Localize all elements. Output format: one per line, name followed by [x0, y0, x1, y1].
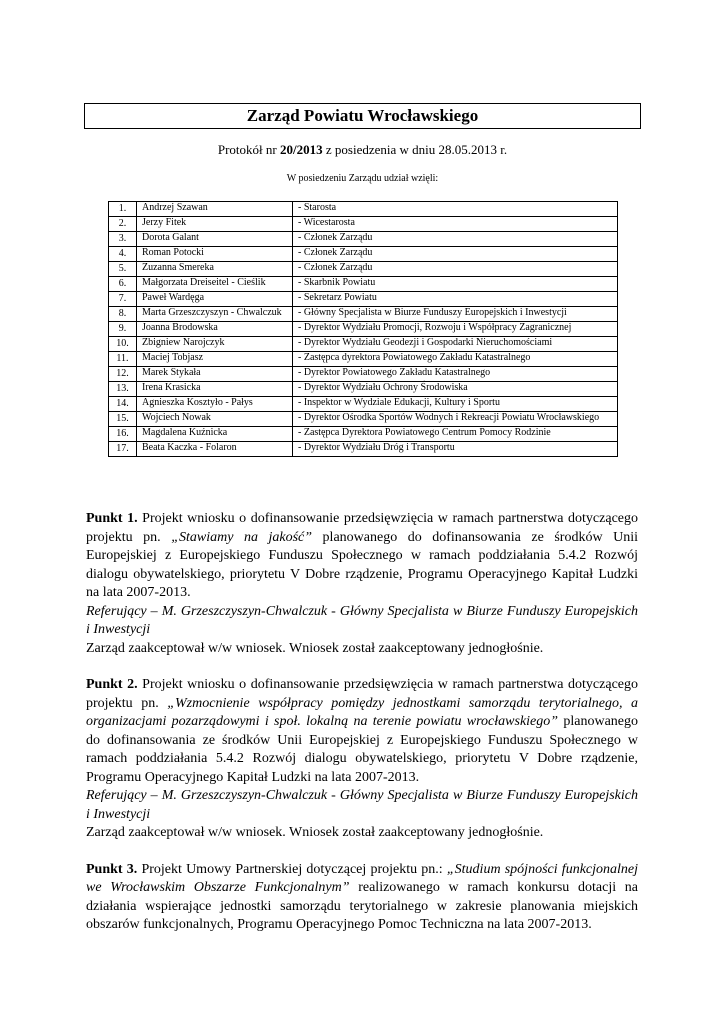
row-number: 16.: [109, 427, 137, 442]
project-name: „Stawiamy na jakość”: [171, 529, 313, 545]
member-role: - Sekretarz Powiatu: [293, 292, 618, 307]
protocol-line: [0, 142, 725, 158]
protocol-suffix: z posiedzenia w dniu 28.05.2013 r.: [322, 142, 508, 157]
document-title: Zarząd Powiatu Wrocławskiego: [84, 103, 641, 129]
member-name: Agnieszka Kosztyło - Pałys: [137, 397, 293, 412]
agenda-point-2: [86, 676, 638, 843]
member-role: - Członek Zarządu: [293, 262, 618, 277]
point-label: Punkt 3.: [86, 861, 138, 877]
project-name: „Wzmocnienie współpracy pomiędzy jednostkami samorządu terytorialnego, a organizacjami pozarządowymi i społ. lokalną na terenie powiatu wrocławskiego”: [86, 695, 639, 729]
member-name: Marta Grzeszczyszyn - Chwalczuk: [137, 307, 293, 322]
row-number: 9.: [109, 322, 137, 337]
protocol-prefix: Protokół nr: [217, 142, 280, 157]
member-name: Magdalena Kuźnicka: [137, 427, 293, 442]
point-referent: Referujący – M. Grzeszczyszyn-Chwalczuk - Główny Specjalista w Biurze Funduszy Europejskich i Inwestycji: [86, 603, 638, 637]
member-role: - Dyrektor Wydziału Geodezji i Gospodarki Nieruchomościami: [293, 337, 618, 352]
table-row: [109, 217, 618, 232]
member-role: - Wicestarosta: [293, 217, 618, 232]
point-label: Punkt 1.: [86, 511, 138, 526]
point-text-continued: realizowanego w ramach konkursu dotacji na działania wspierające jednostki samorządu terytorialnego w zakresie planowania miejskich obszarów funkcjonalnych, Programu Operacyjnego Pomoc Techniczna na lata 2007-2013.: [86, 880, 638, 932]
member-name: Jerzy Fitek: [137, 217, 293, 232]
member-name: Małgorzata Dreiseitel - Cieślik: [137, 277, 293, 292]
row-number: 14.: [109, 397, 137, 412]
table-row: [109, 427, 618, 442]
member-role: - Dyrektor Wydziału Dróg i Transportu: [293, 442, 618, 457]
table-row: [109, 397, 618, 412]
agenda-point-3: [86, 861, 638, 935]
row-number: 1.: [109, 202, 137, 217]
attendance-table: [108, 201, 618, 457]
point-decision: Zarząd zaakceptował w/w wniosek. Wniosek został zaakceptowany jednogłośnie.: [86, 825, 544, 840]
point-text: Projekt Umowy Partnerskiej dotyczącej projektu pn.:: [137, 861, 447, 877]
row-number: 10.: [109, 337, 137, 352]
agenda-content: [86, 510, 638, 953]
row-number: 17.: [109, 442, 137, 457]
table-row: [109, 382, 618, 397]
row-number: 4.: [109, 247, 137, 262]
member-name: Paweł Wardęga: [137, 292, 293, 307]
project-name: „Studium spójności funkcjonalnej we Wrocławskim Obszarze Funkcjonalnym”: [86, 861, 639, 895]
point-text: Projekt wniosku o dofinansowanie przedsięwzięcia w ramach partnerstwa dotyczącego projektu pn.: [86, 677, 639, 711]
table-row: [109, 292, 618, 307]
table-row: [109, 232, 618, 247]
point-text-continued: planowanego do dofinansowania ze środków Unii Europejskiej z Europejskiego Funduszu Społecznego w ramach poddziałania 5.4.2 Rozwój dialogu obywatelskiego, priorytetu V Dobre rządzenie, Programu Operacyjnego Kapitał Ludzki na lata 2007-2013.: [86, 529, 638, 600]
row-number: 5.: [109, 262, 137, 277]
row-number: 6.: [109, 277, 137, 292]
point-text-continued: planowanego do dofinansowania ze środków Unii Europejskiej z Europejskiego Funduszu Społecznego w ramach poddziałania 5.4.2 Rozwój dialogu obywatelskiego, priorytetu V Dobre rządzenie, Programu Operacyjnego Kapitał Ludzki na lata 2007-2013.: [86, 714, 638, 785]
table-row: [109, 202, 618, 217]
member-role: - Zastępca Dyrektora Powiatowego Centrum Pomocy Rodzinie: [293, 427, 618, 442]
table-row: [109, 277, 618, 292]
member-name: Joanna Brodowska: [137, 322, 293, 337]
point-decision: Zarząd zaakceptował w/w wniosek. Wniosek został zaakceptowany jednogłośnie.: [86, 640, 544, 656]
agenda-point-1: [86, 510, 638, 658]
row-number: 3.: [109, 232, 137, 247]
member-role: - Dyrektor Wydziału Promocji, Rozwoju i Współpracy Zagranicznej: [293, 322, 618, 337]
table-row: [109, 442, 618, 457]
member-name: Zbigniew Narojczyk: [137, 337, 293, 352]
member-role: - Dyrektor Wydziału Ochrony Środowiska: [293, 382, 618, 397]
row-number: 11.: [109, 352, 137, 367]
member-name: Zuzanna Smereka: [137, 262, 293, 277]
table-row: [109, 262, 618, 277]
row-number: 13.: [109, 382, 137, 397]
member-role: - Główny Specjalista w Biurze Funduszy Europejskich i Inwestycji: [293, 307, 618, 322]
row-number: 15.: [109, 412, 137, 427]
row-number: 12.: [109, 367, 137, 382]
table-row: [109, 322, 618, 337]
member-role: - Dyrektor Ośrodka Sportów Wodnych i Rekreacji Powiatu Wrocławskiego: [293, 412, 618, 427]
protocol-number: 20/2013: [280, 142, 323, 157]
row-number: 8.: [109, 307, 137, 322]
table-row: [109, 247, 618, 262]
point-referent: Referujący – M. Grzeszczyszyn-Chwalczuk - Główny Specjalista w Biurze Funduszy Europejskich i Inwestycji: [86, 788, 638, 822]
row-number: 2.: [109, 217, 137, 232]
table-row: [109, 412, 618, 427]
row-number: 7.: [109, 292, 137, 307]
table-row: [109, 352, 618, 367]
member-name: Marek Stykała: [137, 367, 293, 382]
member-name: Andrzej Szawan: [137, 202, 293, 217]
table-row: [109, 307, 618, 322]
member-role: - Członek Zarządu: [293, 247, 618, 262]
member-name: Wojciech Nowak: [137, 412, 293, 427]
member-name: Irena Krasicka: [137, 382, 293, 397]
attendance-intro: W posiedzeniu Zarządu udział wzięli:: [286, 173, 439, 184]
member-role: - Dyrektor Powiatowego Zakładu Katastralnego: [293, 367, 618, 382]
member-name: Beata Kaczka - Folaron: [137, 442, 293, 457]
member-role: - Inspektor w Wydziale Edukacji, Kultury i Sportu: [293, 397, 618, 412]
point-label: Punkt 2.: [86, 677, 138, 692]
member-name: Dorota Galant: [137, 232, 293, 247]
table-row: [109, 367, 618, 382]
member-role: - Starosta: [293, 202, 618, 217]
member-role: - Zastępca dyrektora Powiatowego Zakładu Katastralnego: [293, 352, 618, 367]
point-text: Projekt wniosku o dofinansowanie przedsięwzięcia w ramach partnerstwa dotyczącego projektu pn.: [86, 511, 639, 545]
member-name: Roman Potocki: [137, 247, 293, 262]
member-name: Maciej Tobjasz: [137, 352, 293, 367]
table-row: [109, 337, 618, 352]
member-role: - Skarbnik Powiatu: [293, 277, 618, 292]
member-role: - Członek Zarządu: [293, 232, 618, 247]
